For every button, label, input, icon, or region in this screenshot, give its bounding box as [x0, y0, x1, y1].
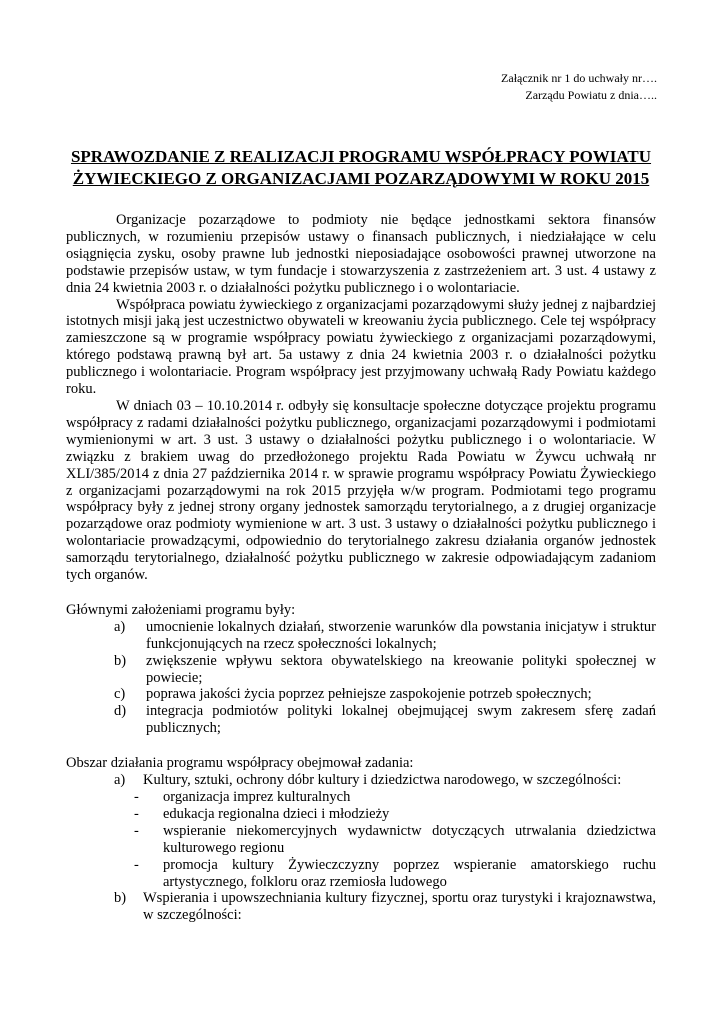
list-marker: a)	[114, 772, 126, 789]
list-item	[66, 789, 656, 806]
task-item-culture	[66, 772, 656, 789]
list-item	[66, 703, 656, 737]
list-marker: b)	[114, 652, 127, 669]
list-item-text: zwiększenie wpływu sektora obywatelskiego na kreowanie polityki społecznej w powiecie;	[146, 652, 656, 686]
list-item-text: poprawa jakości życia poprzez pełniejsze zaspokojenie potrzeb społecznych;	[146, 686, 592, 703]
list-marker: b)	[114, 890, 127, 907]
dash-marker: -	[134, 822, 139, 839]
tasks-list	[66, 772, 656, 924]
paragraph-definition: Organizacje pozarządowe to podmioty nie będące jednostkami sektora finansów publicznych, w rozumieniu przepisów ustawy o finansach publicznych, i niedziałające w celu osiągnięcia zysku, osoby prawne lub jednostki nieposiadające osobowości prawnej utworzone na podstawie przepisów ustaw, w tym fundacje i stowarzyszenia z zastrzeżeniem art. 3 ust. 4 ustawy z dnia 24 kwietnia 2003 r. o działalności pożytku publicznego i o wolontariacie.	[66, 212, 656, 296]
spacer	[66, 584, 656, 602]
task-subitems	[66, 789, 656, 890]
task-item-sport	[66, 890, 656, 924]
list-item-text: promocja kultury Żywieczczyzny poprzez wspieranie amatorskiego ruchu artystycznego, folkloru oraz rzemiosła ludowego	[163, 856, 656, 890]
title-line-1: SPRAWOZDANIE Z REALIZACJI PROGRAMU WSPÓŁPRACY POWIATU	[70, 147, 652, 166]
paragraph-cooperation: Współpraca powiatu żywieckiego z organizacjami pozarządowymi służy jednej z najbardziej istotnych misji jaką jest uczestnictwo obywateli w kreowaniu życia publicznego. Cele tej współpracy zamieszczone są w programie współpracy powiatu żywieckiego z organizacjami pozarządowymi, którego podstawą prawną był art. 5a ustawy z dnia 24 kwietnia 2003 r. o działalności pożytku publicznego i wolontariacie. Program współpracy jest przyjmowany uchwałą Rady Powiatu każdego roku.	[66, 296, 656, 398]
assumptions-list	[66, 619, 656, 737]
tasks-heading: Obszar działania programu współpracy obejmował zadania:	[66, 755, 414, 772]
list-item-text: umocnienie lokalnych działań, stworzenie warunków dla powstania inicjatyw i struktur funkcjonujących na rzecz społeczności lokalnych;	[146, 618, 656, 652]
list-item-text: organizacja imprez kulturalnych	[163, 789, 351, 805]
list-item	[66, 806, 656, 823]
document-title	[66, 146, 656, 190]
dash-marker: -	[134, 789, 139, 805]
list-item	[66, 619, 656, 653]
title-line-2: ŻYWIECKIEGO Z ORGANIZACJAMI POZARZĄDOWYMI W ROKU 2015	[72, 169, 650, 188]
list-item-text: integracja podmiotów polityki lokalnej obejmującej swym zakresem sferę zadań publicznych;	[146, 703, 656, 737]
attachment-line-1: Załącznik nr 1 do uchwały nr….	[501, 71, 657, 85]
spacer	[66, 737, 656, 755]
list-item	[66, 653, 656, 687]
list-item	[66, 857, 656, 891]
paragraph-consultations: W dniach 03 – 10.10.2014 r. odbyły się konsultacje społeczne dotyczące projektu programu współpracy z radami działalności pożytku publicznego, organizacjami pozarządowymi i podmiotami wymienionymi w art. 3 ust. 3 ustawy o działalności pożytku publicznego i o wolontariacie. W związku z brakiem uwag do przedłożonego projektu Rada Powiatu w Żywcu uchwałą nr XLI/385/2014 z dnia 27 października 2014 r. w sprawie programu współpracy Powiatu Żywieckiego z organizacjami pozarządowymi na rok 2015 przyjęła w/w program. Podmiotami tego programu współpracy były z jednej strony organy jednostek samorządu terytorialnego, a z drugiej organizacje pozarządowe oraz podmioty wymienione w art. 3 ust. 3 ustawy o działalności pożytku publicznego i wolontariacie prowadzącymi, odpowiednio do terytorialnego zakresu działania organów jednostek samorządu terytorialnego, działalność pożytku publicznego w zakresie odpowiadającym zadaniom tych organów.	[66, 397, 656, 584]
list-marker: c)	[114, 686, 126, 703]
task-text: Wspierania i upowszechniania kultury fizycznej, sportu oraz turystyki i krajoznawstwa, w szczególności:	[143, 890, 656, 924]
list-item	[66, 686, 656, 703]
task-text: Kultury, sztuki, ochrony dóbr kultury i dziedzictwa narodowego, w szczególności:	[143, 772, 622, 789]
dash-marker: -	[134, 805, 139, 822]
list-marker: d)	[114, 703, 127, 720]
list-item-text: wspieranie niekomercyjnych wydawnictw dotyczących utrwalania dziedzictwa kulturowego regionu	[163, 822, 656, 856]
list-item	[66, 823, 656, 857]
attachment-line-2: Zarządu Powiatu z dnia…..	[525, 88, 657, 102]
assumptions-heading: Głównymi założeniami programu były:	[66, 601, 296, 618]
culture-subitems-list	[66, 789, 656, 890]
attachment-note	[501, 70, 657, 104]
dash-marker: -	[134, 856, 139, 873]
document-body	[66, 212, 656, 924]
list-marker: a)	[114, 618, 126, 635]
list-item-text: edukacja regionalna dzieci i młodzieży	[163, 805, 390, 822]
